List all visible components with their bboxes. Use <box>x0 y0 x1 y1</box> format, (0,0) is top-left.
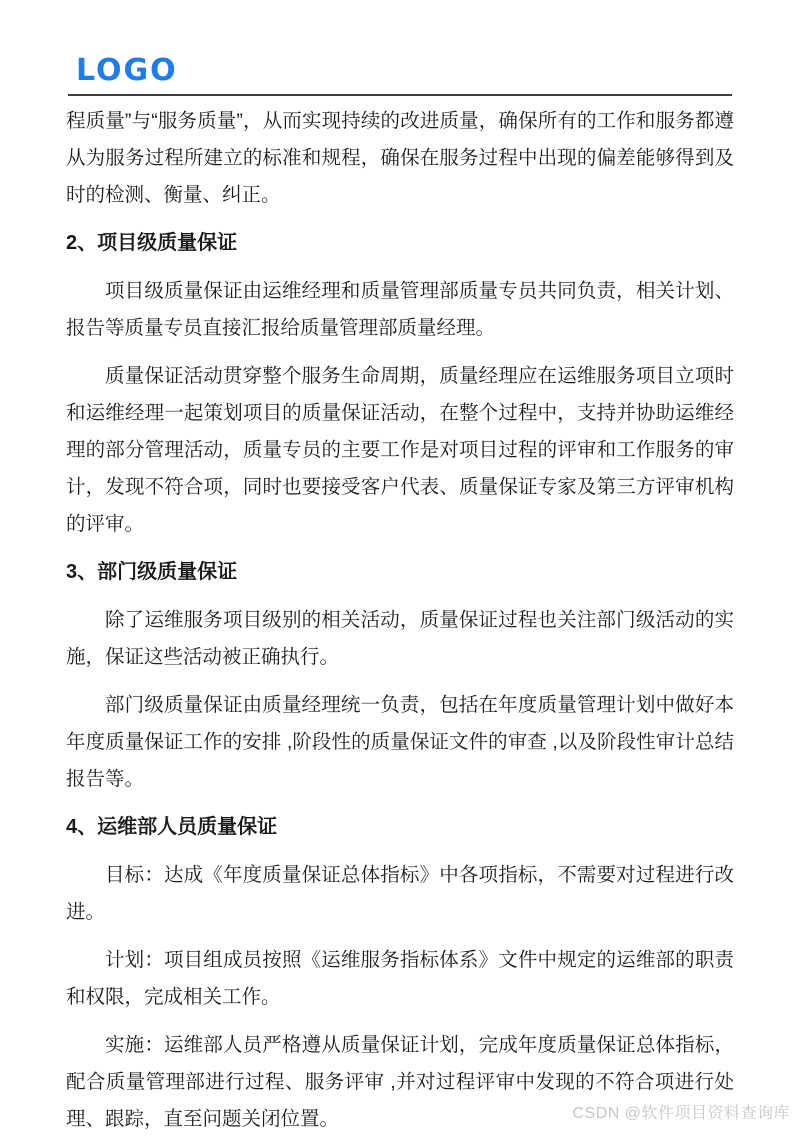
paragraph: 除了运维服务项目级别的相关活动，质量保证过程也关注部门级活动的实施，保证这些活动被正确执行。 <box>66 609 734 668</box>
paragraph: 部门级质量保证由质量经理统一负责，包括在年度质量管理计划中做好本年度质量保证工作的安排 ,阶段性的质量保证文件的审查 ,以及阶段性审计总结报告等。 <box>66 694 734 790</box>
paragraph-continuation: 程质量”与“服务质量”，从而实现持续的改进质量，确保所有的工作和服务都遵从为服务过程所建立的标准和规程，确保在服务过程中出现的偏差能够得到及时的检测、衡量、纠正。 <box>66 110 734 206</box>
section-heading-project-level-qa: 2、项目级质量保证 <box>66 232 238 254</box>
paragraph: 质量保证活动贯穿整个服务生命周期，质量经理应在运维服务项目立项时和运维经理一起策划项目的质量保证活动，在整个过程中，支持并协助运维经理的部分管理活动，质量专员的主要工作是对项目过程的评审和工作服务的审计，发现不符合项，同时也要接受客户代表、质量保证专家及第三方评审机构的评审。 <box>66 365 734 535</box>
company-logo: LOGO <box>76 53 178 88</box>
section-heading-department-level-qa: 3、部门级质量保证 <box>66 561 238 583</box>
section-heading-ops-staff-qa: 4、运维部人员质量保证 <box>66 816 278 838</box>
paragraph-goal: 目标：达成《年度质量保证总体指标》中各项指标，不需要对过程进行改进。 <box>66 864 734 923</box>
header-divider <box>68 94 732 96</box>
paragraph-implementation: 实施：运维部人员严格遵从质量保证计划，完成年度质量保证总体指标，配合质量管理部进行过程、服务评审 ,并对过程评审中发现的不符合项进行处理、跟踪，直至问题关闭位置。 <box>66 1034 734 1130</box>
page-header <box>66 54 734 96</box>
watermark: CSDN @软件项目资料查询库 <box>572 1105 790 1122</box>
paragraph-plan: 计划：项目组成员按照《运维服务指标体系》文件中规定的运维部的职责和权限，完成相关工作。 <box>66 949 734 1008</box>
document-body <box>66 103 734 1138</box>
paragraph: 项目级质量保证由运维经理和质量管理部质量专员共同负责，相关计划、报告等质量专员直接汇报给质量管理部质量经理。 <box>66 280 734 339</box>
